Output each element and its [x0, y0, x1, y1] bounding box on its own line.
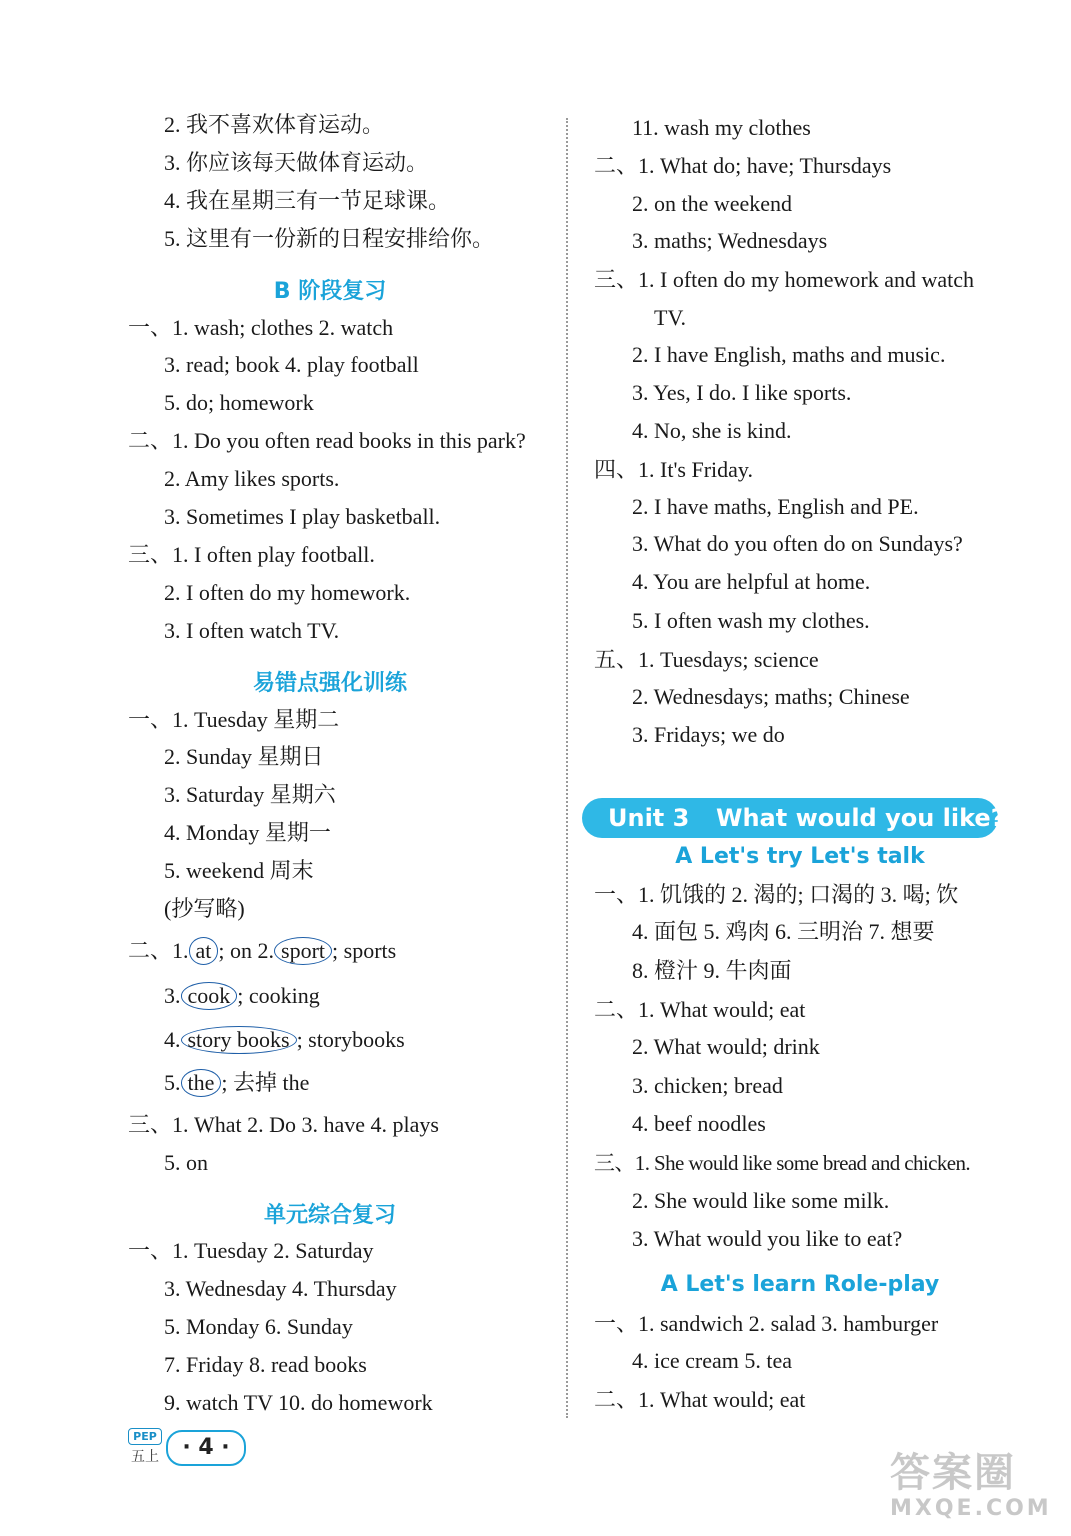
answer-line: 3. read; book 4. play football: [164, 352, 419, 377]
answer-line: 5. on: [164, 1150, 208, 1175]
answer-line: 3. I often watch TV.: [164, 618, 340, 643]
unit-banner: [582, 798, 1005, 838]
circled-word: story books: [181, 1026, 297, 1054]
answer-line: 8. 橙汁 9. 牛肉面: [632, 958, 792, 983]
section-heading-lets-talk: A Let's try Let's talk: [675, 844, 925, 869]
answer-line: 5. Monday 6. Sunday: [164, 1314, 353, 1339]
answer-line: 一、1. Tuesday 2. Saturday: [128, 1238, 374, 1263]
answer-line: 2. I often do my homework.: [164, 580, 411, 605]
answer-line: 三、1. What 2. Do 3. have 4. plays: [128, 1112, 439, 1137]
answer-line: 三、1. I often do my homework and watch: [594, 267, 975, 292]
answer-line: 2. 我不喜欢体育运动。: [164, 112, 385, 137]
answer-line: 3. Yes, I do. I like sports.: [632, 380, 852, 405]
page-number: · 4 ·: [166, 1430, 246, 1466]
answer-line: 4. No, she is kind.: [632, 418, 792, 443]
answer-line: (抄写略): [164, 896, 245, 921]
answer-line: 4. beef noodles: [632, 1111, 766, 1136]
answer-line: 2. I have English, maths and music.: [632, 342, 946, 367]
unit-number: Unit 3: [608, 804, 690, 832]
answer-line: 5. 这里有一份新的日程安排给你。: [164, 226, 495, 251]
answer-line: 二、1. What would; eat: [594, 1387, 806, 1412]
answer-line: 一、1. Tuesday 星期二: [128, 707, 340, 732]
answer-line: 3. 你应该每天做体育运动。: [164, 150, 429, 175]
answer-line: 3. What do you often do on Sundays?: [632, 531, 963, 556]
circled-word: at: [189, 937, 219, 965]
answer-line: 7. Friday 8. read books: [164, 1352, 367, 1377]
answer-line: 三、1. I often play football.: [128, 542, 375, 567]
circled-word: cook: [181, 982, 238, 1010]
answer-line: 4. 我在星期三有一节足球课。: [164, 188, 451, 213]
answer-line: 一、1. 饥饿的 2. 渴的; 口渴的 3. 喝; 饮: [594, 882, 959, 907]
answer-line: 3. Wednesday 4. Thursday: [164, 1276, 397, 1301]
answer-line: 2. Sunday 星期日: [164, 744, 324, 769]
answer-line: 3. What would you like to eat?: [632, 1226, 903, 1251]
answer-line: 3. maths; Wednesdays: [632, 228, 828, 253]
answer-line: 9. watch TV 10. do homework: [164, 1390, 433, 1415]
section-heading-unit-review: 单元综合复习: [263, 1203, 396, 1228]
section-heading-errors: 易错点强化训练: [252, 671, 407, 696]
answer-line: 4. ice cream 5. tea: [632, 1348, 793, 1373]
answer-line: 一、1. wash; clothes 2. watch: [128, 315, 394, 340]
answer-line: 5. weekend 周末: [164, 858, 314, 883]
answer-line-circled: 5. the ; 去掉 the: [164, 1070, 310, 1095]
unit-title: What would you like?: [716, 804, 1005, 832]
answer-line: 二、1. Do you often read books in this park?: [128, 428, 526, 453]
answer-line: 4. 面包 5. 鸡肉 6. 三明治 7. 想要: [632, 919, 935, 944]
answer-line-circled: 4. story books ; storybooks: [164, 1027, 405, 1052]
answer-line-circled: 二、1. at ; on 2. sport ; sports: [128, 938, 397, 963]
answer-line: 2. on the weekend: [632, 191, 793, 216]
answer-line: TV.: [654, 305, 686, 330]
answer-line: 2. She would like some milk.: [632, 1188, 890, 1213]
answer-line: 5. I often wash my clothes.: [632, 608, 870, 633]
column-divider: [566, 118, 568, 1418]
answer-line: 一、1. sandwich 2. salad 3. hamburger: [594, 1311, 939, 1336]
answer-line: 4. Monday 星期一: [164, 820, 331, 845]
answer-line: 5. do; homework: [164, 390, 314, 415]
answer-line: 五、1. Tuesdays; science: [594, 647, 819, 672]
answer-line: 2. What would; drink: [632, 1034, 820, 1059]
answer-line: 4. You are helpful at home.: [632, 569, 871, 594]
section-heading-b: B 阶段复习: [273, 279, 387, 304]
answer-line: 3. Sometimes I play basketball.: [164, 504, 441, 529]
answer-line: 3. Saturday 星期六: [164, 782, 336, 807]
edition-tag: [128, 1428, 162, 1466]
answer-line: 11. wash my clothes: [632, 115, 811, 140]
circled-word: the: [181, 1069, 222, 1097]
circled-word: sport: [274, 937, 332, 965]
answer-line: 2. I have maths, English and PE.: [632, 494, 919, 519]
answer-line: 2. Wednesdays; maths; Chinese: [632, 684, 910, 709]
grade-label: 五上: [131, 1449, 159, 1465]
answer-line: 三、1. She would like some bread and chicken.: [594, 1151, 971, 1175]
answer-line-circled: 3. cook ; cooking: [164, 983, 320, 1008]
answer-line: 3. Fridays; we do: [632, 722, 785, 747]
answer-line: 二、1. What would; eat: [594, 997, 806, 1022]
watermark-text: 答案圈: [890, 1450, 1016, 1496]
answer-line: 3. chicken; bread: [632, 1073, 783, 1098]
section-heading-lets-learn: A Let's learn Role-play: [660, 1272, 940, 1297]
answer-line: 二、1. What do; have; Thursdays: [594, 153, 892, 178]
pep-label: PEP: [128, 1428, 162, 1445]
answer-line: 2. Amy likes sports.: [164, 466, 340, 491]
watermark-url: MXQE.COM: [890, 1496, 1052, 1521]
answer-line: 四、1. It's Friday.: [594, 457, 753, 482]
watermark-logo: [890, 1450, 1060, 1530]
